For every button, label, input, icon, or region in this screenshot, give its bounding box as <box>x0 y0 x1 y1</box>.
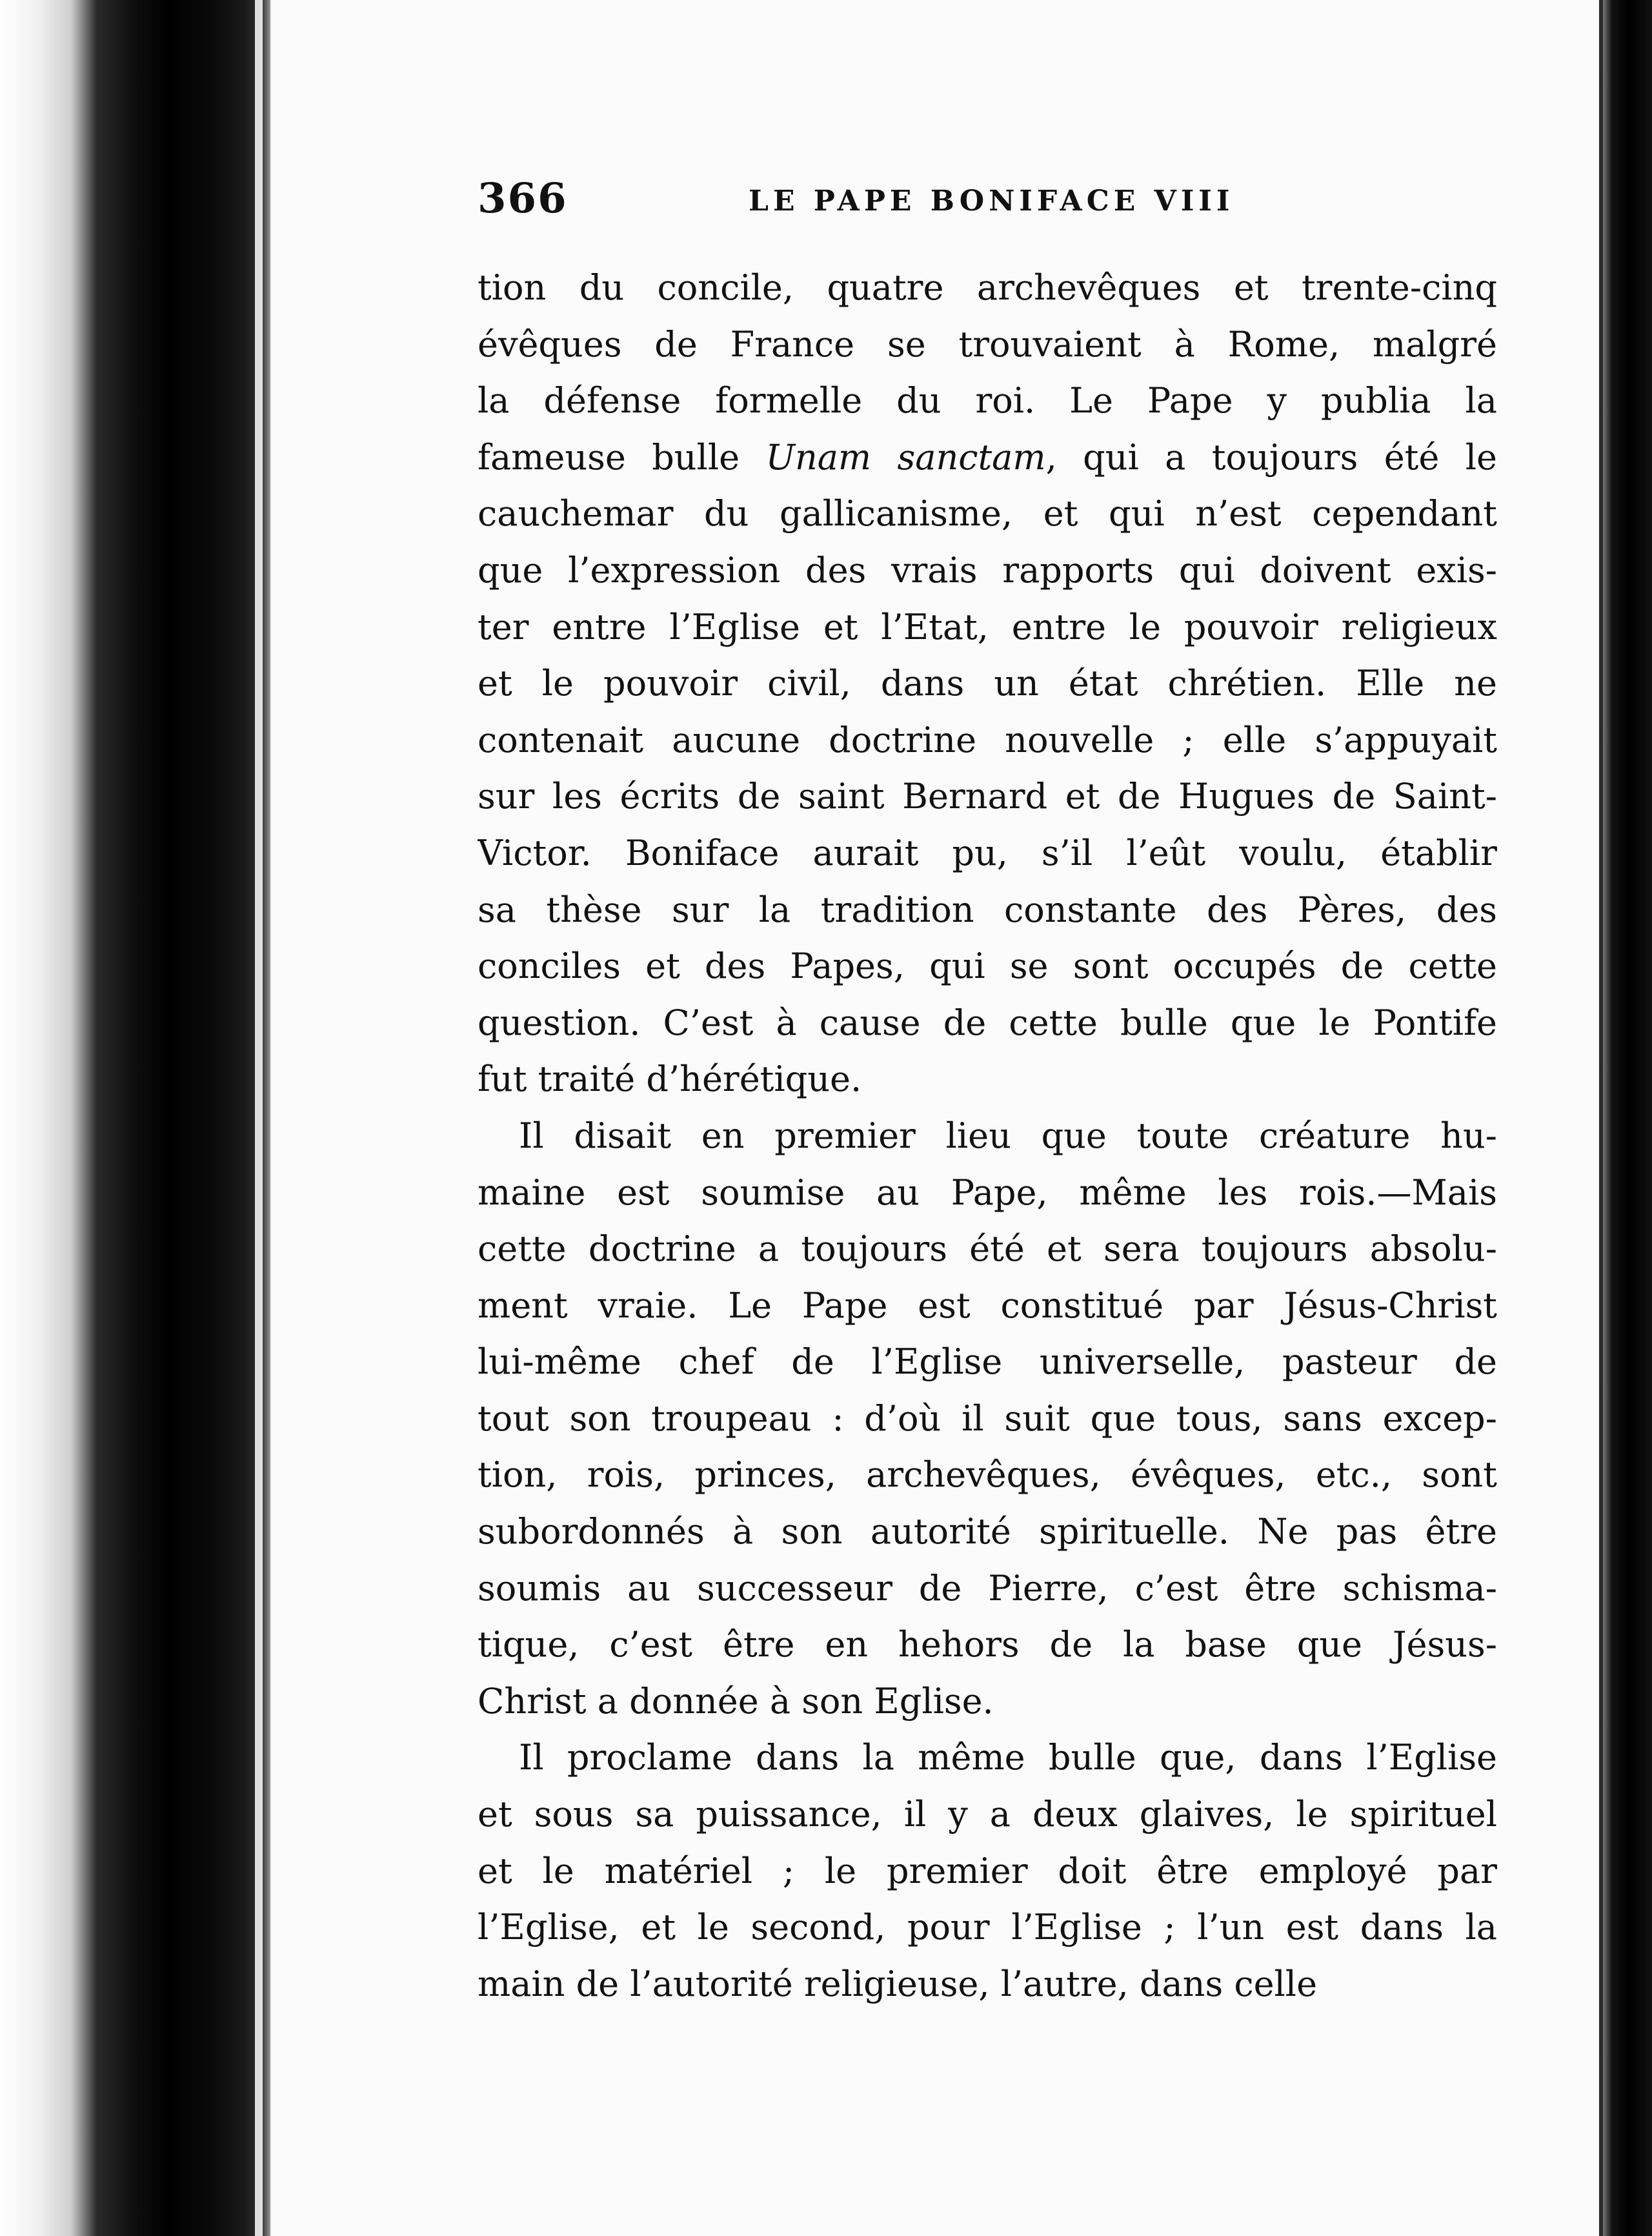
text-span: et le matériel ; le premier doit être employé par <box>478 1850 1497 1891</box>
text-line <box>478 485 1497 542</box>
text-span: question. C’est à cause de cette bulle que le Pontife <box>478 1002 1497 1043</box>
text-span: main de l’autorité religieuse, l’autre, dans celle <box>478 1963 1318 2004</box>
text-line <box>478 938 1497 995</box>
text-line <box>478 712 1497 769</box>
text-line <box>478 1164 1497 1221</box>
text-line <box>478 825 1497 882</box>
text-span: que l’expression des vrais rapports qui doivent exis- <box>478 549 1497 591</box>
text-span: ment vraie. Le Pape est constitué par Jésus-Christ <box>478 1285 1497 1326</box>
text-line <box>478 1277 1497 1334</box>
text-line <box>478 542 1497 599</box>
right-scan-border <box>1603 0 1652 2236</box>
text-line <box>478 1390 1497 1447</box>
text-line <box>478 1899 1497 1956</box>
text-span: ter entre l’Eglise et l’Etat, entre le pouvoir religieux <box>478 606 1497 647</box>
text-span: lui-même chef de l’Eglise universelle, pasteur de <box>478 1341 1497 1383</box>
text-line <box>478 1051 1497 1108</box>
text-line <box>478 1729 1497 1786</box>
text-span: la défense formelle du roi. Le Pape y publia la <box>478 380 1497 422</box>
text-span: sa thèse sur la tradition constante des Pères, des <box>478 889 1497 930</box>
text-line <box>478 1956 1497 2013</box>
page-number: 366 <box>478 174 568 223</box>
text-line <box>478 1503 1497 1560</box>
running-title: LE PAPE BONIFACE VIII <box>749 185 1234 218</box>
text-span: conciles et des Papes, qui se sont occupés de cette <box>478 946 1497 987</box>
text-line <box>478 768 1497 825</box>
text-line <box>478 316 1497 373</box>
text-span: sur les écrits de saint Bernard et de Hugues de Saint- <box>478 776 1497 817</box>
text-span: soumis au successeur de Pierre, c’est être schisma- <box>478 1567 1497 1609</box>
paragraph <box>478 259 1497 1108</box>
italic-title: Unam sanctam <box>765 436 1046 478</box>
text-span: cette doctrine a toujours été et sera toujours absolu- <box>478 1228 1497 1270</box>
text-span: tique, c’est être en hehors de la base que Jésus- <box>478 1624 1497 1665</box>
text-line <box>478 1673 1497 1730</box>
text-line <box>478 1334 1497 1390</box>
text-line <box>478 1221 1497 1277</box>
text-line <box>478 882 1497 939</box>
text-span: et sous sa puissance, il y a deux glaives, le spirituel <box>478 1794 1497 1835</box>
text-span: évêques de France se trouvaient à Rome, malgré <box>478 323 1497 365</box>
text-line <box>478 1447 1497 1503</box>
text-line <box>478 372 1497 429</box>
text-span: l’Eglise, et le second, pour l’Eglise ; l’un est dans la <box>478 1907 1497 1948</box>
text-span: tout son troupeau : d’où il suit que tous, sans excep- <box>478 1397 1497 1439</box>
text-span: contenait aucune doctrine nouvelle ; elle s’appuyait <box>478 719 1497 760</box>
text-span: Victor. Boniface aurait pu, s’il l’eût voulu, établir <box>478 832 1497 873</box>
book-page <box>478 174 1497 2012</box>
text-span: cauchemar du gallicanisme, et qui n’est cependant <box>478 493 1497 534</box>
text-span: tion, rois, princes, archevêques, évêques, etc., sont <box>478 1454 1497 1496</box>
body-text <box>478 259 1497 2012</box>
text-line <box>478 1108 1497 1164</box>
text-line <box>478 995 1497 1052</box>
text-span: Il disait en premier lieu que toute créature hu- <box>519 1115 1497 1156</box>
text-span: fameuse bulle <box>478 436 766 478</box>
text-line <box>478 1786 1497 1843</box>
text-line <box>478 1843 1497 1900</box>
text-span: fut traité d’hérétique. <box>478 1059 862 1100</box>
paragraph <box>478 1729 1497 2012</box>
text-span: subordonnés à son autorité spirituelle. Ne pas être <box>478 1511 1497 1552</box>
book-binding-shadow <box>0 0 271 2236</box>
text-line <box>478 655 1497 712</box>
text-span: maine est soumise au Pape, même les rois.—Mais <box>478 1172 1497 1213</box>
text-line <box>478 429 1497 486</box>
text-line <box>478 1616 1497 1673</box>
page-edge-highlight <box>255 0 263 2236</box>
text-line <box>478 599 1497 656</box>
running-head <box>478 174 1497 232</box>
text-span: Il proclame dans la même bulle que, dans l’Eglise <box>519 1737 1497 1778</box>
paragraph <box>478 1108 1497 1730</box>
text-span: Christ a donnée à son Eglise. <box>478 1680 994 1722</box>
text-span: tion du concile, quatre archevêques et trente-cinq <box>478 267 1497 308</box>
text-line <box>478 1560 1497 1617</box>
text-line <box>478 259 1497 316</box>
text-span: , qui a toujours été le <box>1045 436 1497 478</box>
text-span: et le pouvoir civil, dans un état chrétien. Elle ne <box>478 663 1497 704</box>
